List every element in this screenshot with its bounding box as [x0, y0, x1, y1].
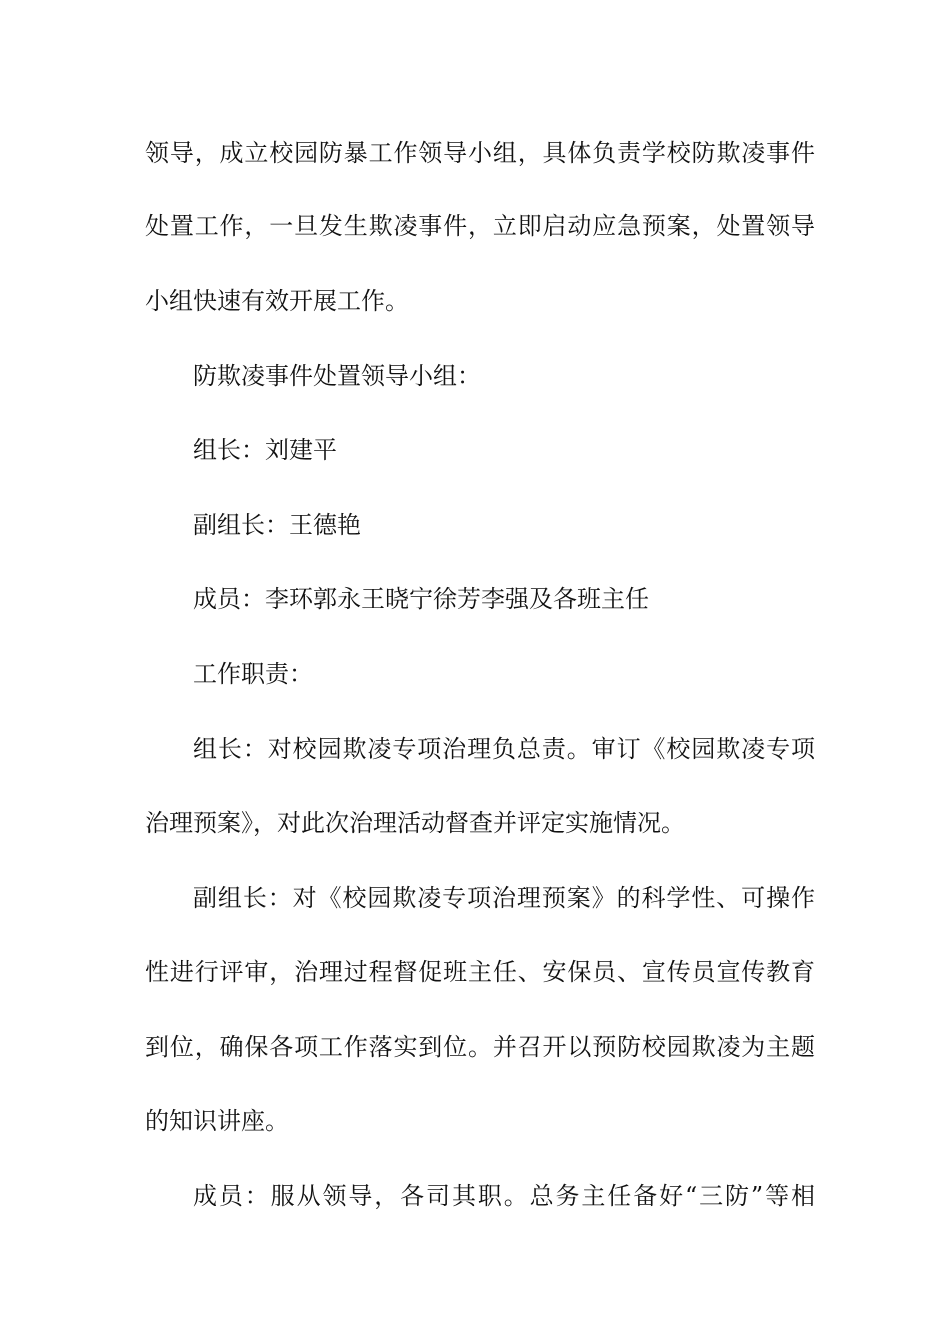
paragraph-line-3: 小组快速有效开展工作。 — [145, 287, 409, 315]
deputy-duty-line-1: 副组长：对《校园欺凌专项治理预案》的科学性、可操作 — [193, 884, 815, 912]
paragraph-line-1: 领导，成立校园防暴工作领导小组，具体负责学校防欺凌事件 — [145, 139, 815, 167]
deputy-duty-line-4: 的知识讲座。 — [145, 1107, 289, 1135]
group-heading: 防欺凌事件处置领导小组： — [193, 362, 481, 390]
group-leader: 组长：刘建平 — [193, 436, 337, 464]
leader-duty-line-2: 治理预案》，对此次治理活动督查并评定实施情况。 — [145, 809, 685, 837]
paragraph-line-2: 处置工作，一旦发生欺凌事件，立即启动应急预案，处置领导 — [145, 212, 815, 240]
member-duty-line-1: 成员：服从领导，各司其职。总务主任备好“三防”等相 — [193, 1182, 815, 1210]
deputy-duty-line-2: 性进行评审，治理过程督促班主任、安保员、宣传员宣传教育 — [145, 958, 815, 986]
group-members: 成员：李环郭永王晓宁徐芳李强及各班主任 — [193, 585, 649, 613]
deputy-duty-line-3: 到位，确保各项工作落实到位。并召开以预防校园欺凌为主题 — [145, 1033, 815, 1061]
duties-heading: 工作职责： — [193, 660, 313, 688]
group-deputy-leader: 副组长：王德艳 — [193, 511, 361, 539]
leader-duty-line-1: 组长：对校园欺凌专项治理负总责。审订《校园欺凌专项 — [193, 735, 815, 763]
